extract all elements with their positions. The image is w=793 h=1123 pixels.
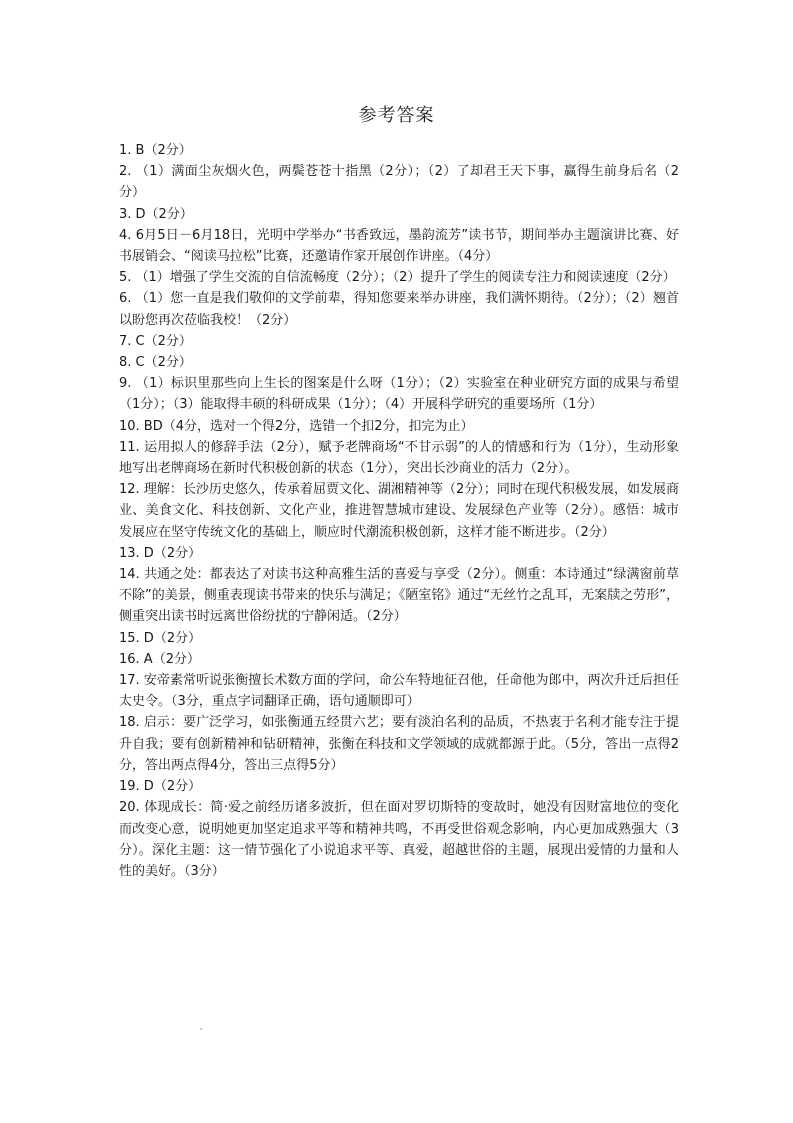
answer-item: 19. D（2分） [119, 779, 202, 795]
answer-item: 2. （1）满面尘灰烟火色，两鬓苍苍十指黑（2分）；（2）了却君王天下事，赢得生前身后名（2分） [119, 164, 679, 201]
answer-list [119, 140, 679, 882]
answer-item: 10. BD（4分，选对一个得2分，选错一个扣2分，扣完为止） [119, 418, 474, 434]
answer-item: 18. 启示：要广泛学习，如张衡通五经贯六艺；要有淡泊名利的品质，不热衷于名利才能专注于提升自我；要有创新精神和钻研精神，张衡在科技和文学领域的成就都源于此。（5分，答出一点得2分，答出两点得4分，答出三点得5分） [119, 715, 679, 773]
answer-item: 4. 6月5日－6月18日，光明中学举办“书香致远，墨韵流芳”读书节，期间举办主题演讲比赛、好书展销会、“阅读马拉松”比赛，还邀请作家开展创作讲座。（4分） [119, 227, 679, 265]
answer-item: 5. （1）增强了学生交流的自信流畅度（2分）；（2）提升了学生的阅读专注力和阅读速度（2分） [119, 270, 676, 286]
answer-item: 16. A（2分） [119, 651, 200, 667]
answer-item: 3. D（2分） [119, 206, 193, 222]
answer-item: 1. B（2分） [119, 143, 192, 158]
answer-item: 7. C（2分） [119, 333, 192, 349]
answer-item: 20. 体现成长：简·爱之前经历诸多波折，但在面对罗切斯特的变故时，她没有因财富地位的变化而改变心意，说明她更加坚定追求平等和精神共鸣，不再受世俗观念影响，内心更加成熟强大（3分）。深化主题：这一情节强化了小说追求平等、真爱，超越世俗的主题，展现出爱情的力量和人性的美好。（3分） [119, 800, 679, 879]
page-title: 参考答案 [358, 105, 435, 126]
answer-item: 17. 安帝素常听说张衡擅长术数方面的学问，命公车特地征召他，任命他为郎中，两次升迁后担任太史令。（3分，重点字词翻译正确，语句通顺即可） [119, 673, 679, 710]
answer-item: 14. 共通之处：都表达了对读书这种高雅生活的喜爱与享受（2分）。侧重：本诗通过“绿满窗前草不除”的美景，侧重表现读书带来的快乐与满足；《陋室铭》通过“无丝竹之乱耳，无案牍之劳形”，侧重突出读书时远离世俗纷扰的宁静闲适。（2分） [119, 567, 679, 625]
answer-item: 13. D（2分） [119, 545, 202, 561]
scan-speck [200, 1028, 202, 1030]
answer-item: 12. 理解：长沙历史悠久，传承着屈贾文化、湖湘精神等（2分）；同时在现代积极发展，如发展商业、美食文化、科技创新、文化产业，推进智慧城市建设、发展绿色产业等（2分）。感悟：城市发展应在坚守传统文化的基础上，顺应时代潮流积极创新，这样才能不断进步。（2分） [119, 482, 679, 540]
answer-item: 9. （1）标识里那些向上生长的图案是什么呀（1分）；（2）实验室在种业研究方面的成果与希望（1分）；（3）能取得丰硕的科研成果（1分）；（4）开展科学研究的重要场所（1分） [119, 376, 679, 413]
answer-item: 6. （1）您一直是我们敬仰的文学前辈，得知您要来举办讲座，我们满怀期待。（2分）；（2）翘首以盼您再次莅临我校！（2分） [119, 291, 679, 328]
answer-item: 15. D（2分） [119, 630, 202, 646]
answer-item: 8. C（2分） [119, 355, 192, 371]
answer-item: 11. 运用拟人的修辞手法（2分），赋予老牌商场“不甘示弱”的人的情感和行为（1分），生动形象地写出老牌商场在新时代积极创新的状态（1分），突出长沙商业的活力（2分）。 [119, 439, 679, 477]
